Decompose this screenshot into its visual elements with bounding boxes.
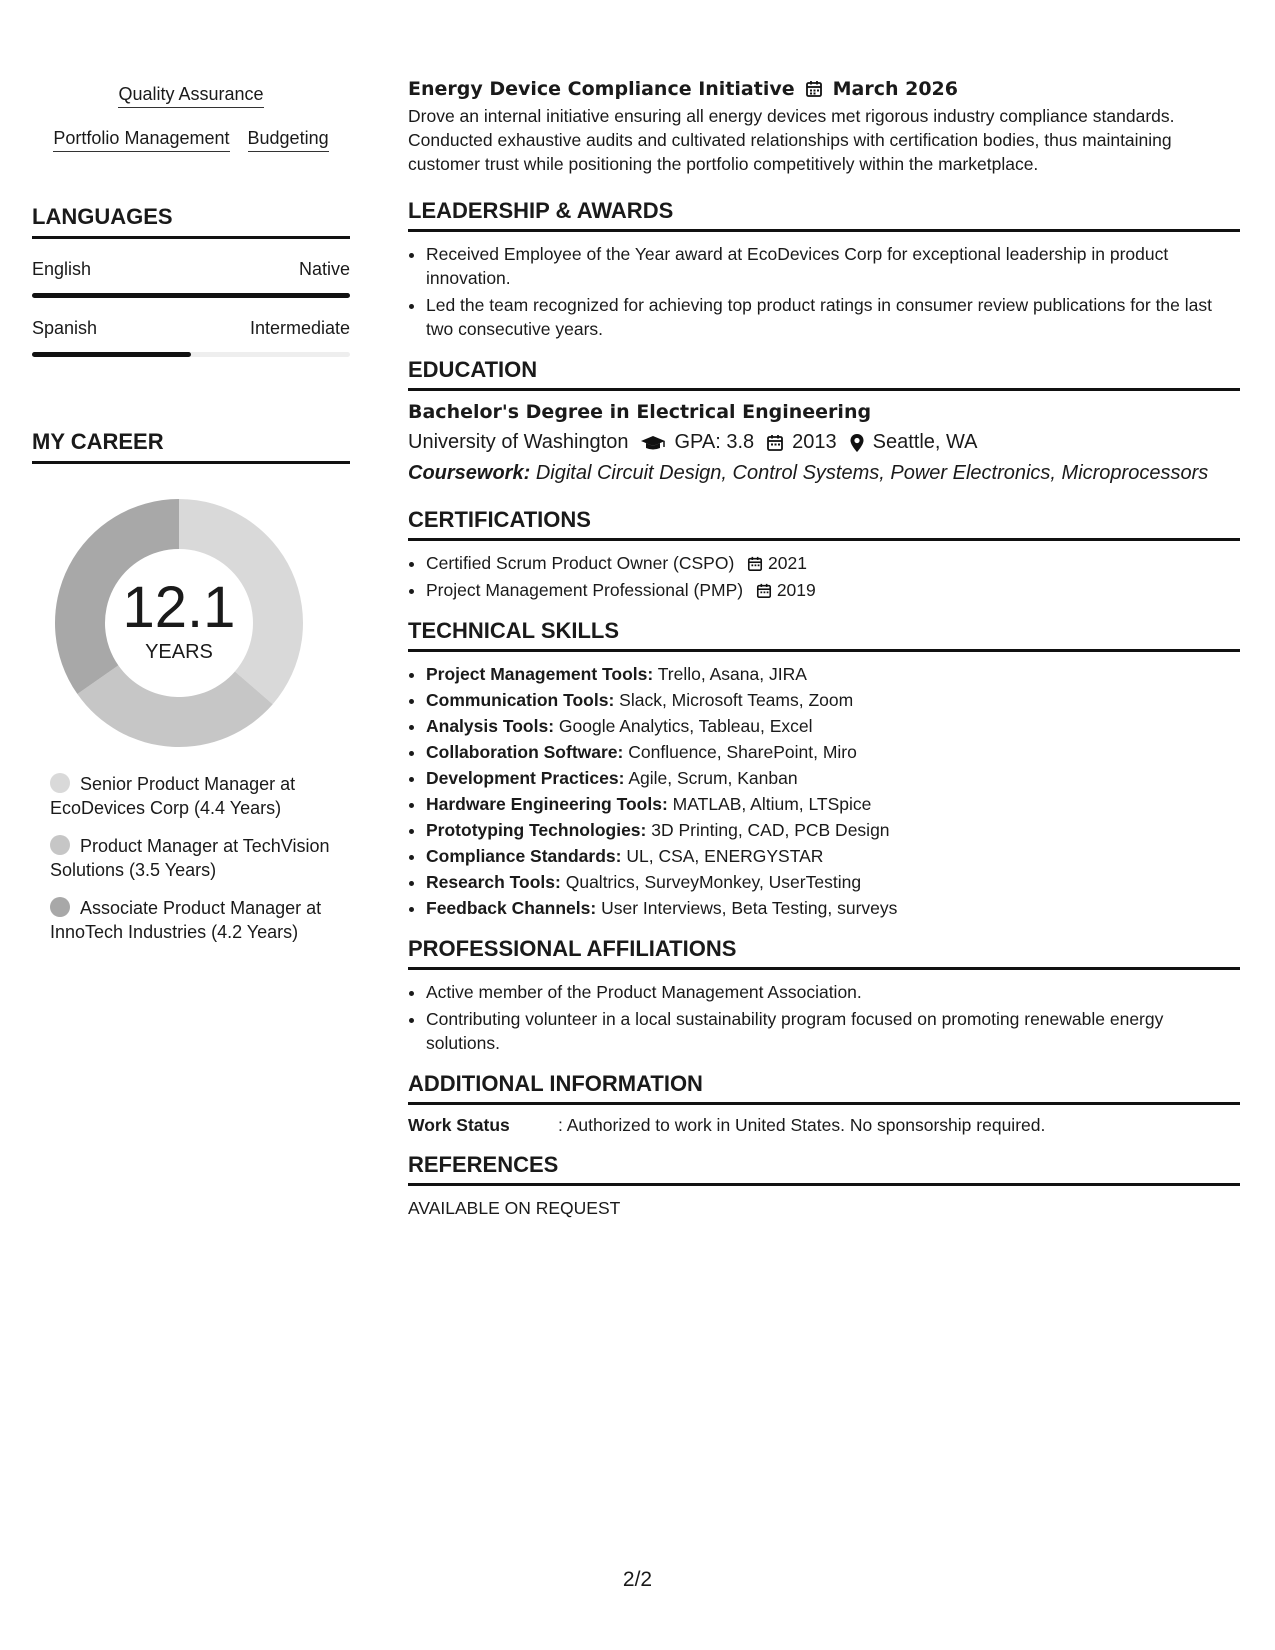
list-item: • Active member of the Product Management Association. — [426, 980, 1240, 1004]
coursework-list: Digital Circuit Design, Control Systems, Power Electronics, Microprocessors — [535, 462, 1209, 484]
skill-category: Prototyping Technologies: — [426, 820, 647, 840]
skill-values: UL, CSA, ENERGYSTAR — [626, 846, 824, 866]
project-title: Energy Device Compliance Initiative — [408, 78, 795, 100]
certification-year: 2019 — [776, 580, 816, 600]
calendar-icon — [747, 556, 763, 572]
skill-tag: Quality Assurance — [118, 84, 263, 108]
references-heading: REFERENCES — [408, 1152, 1240, 1186]
language-proficiency-bar — [32, 293, 350, 298]
skill-values: Confluence, SharePoint, Miro — [628, 742, 857, 762]
language-proficiency-fill — [32, 352, 191, 357]
left-column — [32, 84, 350, 958]
legend-item — [50, 772, 330, 820]
skill-values: Agile, Scrum, Kanban — [628, 768, 798, 788]
legend-swatch — [50, 897, 70, 917]
education-coursework — [408, 462, 1240, 485]
skill-values: Google Analytics, Tableau, Excel — [558, 716, 813, 736]
list-item — [426, 766, 1240, 790]
skill-values: MATLAB, Altium, LTSpice — [672, 794, 872, 814]
project-description: Drove an internal initiative ensuring all energy devices met rigorous industry compliance standards. Conducted exhaustive audits and cultivated relationships with certification bodies, thus maintaining customer trust while positioning the portfolio competitively within the marketplace. — [408, 106, 1175, 174]
legend-item — [50, 834, 330, 882]
list-item — [426, 818, 1240, 842]
skill-values: Slack, Microsoft Teams, Zoom — [619, 690, 854, 710]
career-legend — [32, 772, 330, 944]
skill-values: 3D Printing, CAD, PCB Design — [651, 820, 890, 840]
career-total-years: 12.1 — [122, 574, 236, 640]
technical-skills-heading: TECHNICAL SKILLS — [408, 618, 1240, 652]
education-location: Seattle, WA — [872, 431, 978, 453]
skill-category: Hardware Engineering Tools: — [426, 794, 668, 814]
list-item — [426, 792, 1240, 816]
education-details — [408, 431, 1240, 454]
additional-info-heading: ADDITIONAL INFORMATION — [408, 1071, 1240, 1105]
certification-year: 2021 — [768, 553, 807, 573]
skill-tag: Portfolio Management — [53, 128, 229, 152]
project-header — [408, 78, 1240, 100]
skill-category: Project Management Tools: — [426, 664, 654, 684]
skill-category: Collaboration Software: — [426, 742, 624, 762]
list-item — [426, 688, 1240, 712]
list-item — [426, 844, 1240, 868]
list-item — [426, 551, 1240, 575]
legend-swatch — [50, 835, 70, 855]
affiliations-heading: PROFESSIONAL AFFILIATIONS — [408, 936, 1240, 970]
skill-category: Communication Tools: — [426, 690, 615, 710]
page-number: 2/2 — [622, 1568, 653, 1591]
list-item — [426, 662, 1240, 686]
skill-category: Development Practices: — [426, 768, 625, 788]
calendar-icon — [805, 80, 823, 98]
right-column — [408, 78, 1240, 1219]
references-text: AVAILABLE ON REQUEST — [408, 1198, 621, 1218]
language-level: Native — [298, 259, 350, 279]
education-school: University of Washington — [408, 431, 629, 453]
language-proficiency-fill — [32, 293, 350, 298]
location-pin-icon — [849, 433, 865, 453]
legend-item — [50, 896, 330, 944]
coursework-label: Coursework: — [408, 462, 531, 484]
list-item — [426, 578, 1240, 602]
language-proficiency-bar — [32, 352, 350, 357]
work-status-label: Work Status — [408, 1115, 510, 1135]
calendar-icon — [756, 583, 772, 599]
career-donut-chart — [54, 498, 304, 748]
list-item — [426, 870, 1240, 894]
list-item — [426, 714, 1240, 738]
career-heading: MY CAREER — [32, 429, 350, 464]
skill-category: Research Tools: — [426, 872, 561, 892]
education-gpa: GPA: 3.8 — [674, 431, 755, 453]
skill-category: Feedback Channels: — [426, 898, 597, 918]
list-item: • Contributing volunteer in a local sustainability program focused on promoting renewable energy solutions. — [426, 1007, 1240, 1055]
skill-tags-row-1 — [32, 84, 350, 108]
education-degree: Bachelor's Degree in Electrical Engineering — [408, 401, 872, 423]
list-item: • Led the team recognized for achieving top product ratings in consumer review publications for the last two consecutive years. — [426, 293, 1240, 341]
legend-swatch — [50, 773, 70, 793]
skill-category: Analysis Tools: — [426, 716, 555, 736]
technical-skills-list — [408, 662, 1240, 920]
work-status-value: : Authorized to work in United States. No sponsorship required. — [558, 1115, 1046, 1135]
legend-label: Associate Product Manager at InnoTech Industries (4.2 Years) — [50, 898, 322, 942]
skill-values: Qualtrics, SurveyMonkey, UserTesting — [565, 872, 862, 892]
leadership-heading: LEADERSHIP & AWARDS — [408, 198, 1240, 232]
certification-name: Project Management Professional (PMP) — [426, 580, 744, 600]
legend-label: Product Manager at TechVision Solutions (3.5 Years) — [50, 836, 330, 880]
graduation-cap-icon — [640, 434, 666, 452]
list-item — [426, 740, 1240, 764]
list-item: • Received Employee of the Year award at EcoDevices Corp for exceptional leadership in product innovation. — [426, 242, 1240, 290]
education-heading: EDUCATION — [408, 357, 1240, 391]
skill-category: Compliance Standards: — [426, 846, 622, 866]
language-english — [32, 259, 350, 298]
legend-label: Senior Product Manager at EcoDevices Corp (4.4 Years) — [50, 774, 296, 818]
affiliations-list — [408, 980, 1240, 1055]
languages-heading: LANGUAGES — [32, 204, 350, 239]
skill-values: User Interviews, Beta Testing, surveys — [601, 898, 898, 918]
language-level: Intermediate — [249, 318, 350, 338]
language-name: English — [32, 259, 92, 279]
career-total-unit: YEARS — [145, 640, 213, 663]
skill-tag: Budgeting — [248, 128, 329, 152]
certifications-list — [408, 551, 1240, 602]
career-donut-center — [54, 498, 304, 748]
skill-values: Trello, Asana, JIRA — [657, 664, 807, 684]
certification-name: Certified Scrum Product Owner (CSPO) — [426, 553, 735, 573]
leadership-list — [408, 242, 1240, 341]
language-spanish — [32, 318, 350, 357]
education-year: 2013 — [792, 431, 837, 453]
list-item — [426, 896, 1240, 920]
project-date: March 2026 — [832, 78, 958, 100]
skill-tags-row-2 — [32, 128, 350, 152]
work-status-row — [408, 1115, 1240, 1136]
certifications-heading: CERTIFICATIONS — [408, 507, 1240, 541]
language-name: Spanish — [32, 318, 98, 338]
calendar-icon — [766, 434, 784, 452]
